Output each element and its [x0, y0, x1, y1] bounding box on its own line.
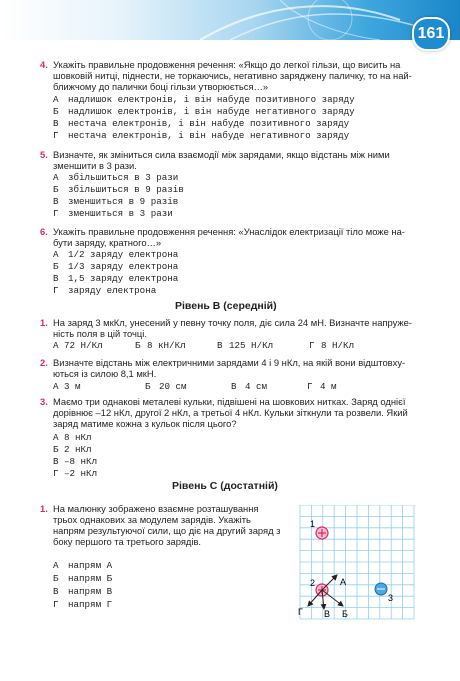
option-letter: Б — [145, 381, 151, 392]
option-letter: Б — [53, 261, 59, 272]
question-text: На малюнку зображено взаємне розташування — [53, 503, 259, 514]
question-text: боку першого та третього зарядів. — [53, 536, 202, 547]
question-number: 1. — [40, 503, 48, 514]
question-number: 5. — [40, 149, 48, 160]
option-text: –2 нКл — [64, 468, 98, 479]
option-letter: Б — [53, 573, 59, 584]
option-text: 8 нКл — [64, 432, 92, 443]
option-text: –8 нКл — [64, 456, 98, 467]
arrow-a — [322, 575, 337, 590]
option-letter: А — [53, 94, 59, 105]
question-text: Укажіть правильне продовження речення: «Унаслідок електризації тіло може на- — [53, 226, 405, 237]
option-text: надлишок електронів, і він набуде негативного заряду — [68, 106, 355, 117]
question-text: Укажіть правильне продовження речення: «Якщо до легкої гільзи, що висить на — [53, 59, 401, 70]
option-text: 72 Н/Кл — [64, 340, 103, 351]
option-letter: А — [53, 172, 59, 183]
option-letter: Б — [53, 106, 59, 117]
option-text: 1,5 заряду електрона — [68, 273, 179, 284]
question-number: 2. — [40, 357, 48, 368]
option-letter: А — [53, 432, 59, 443]
option-text: зменшиться в 9 разів — [68, 196, 179, 207]
option-text: 8 кН/Кл — [147, 340, 186, 351]
option-text: нестача електронів, і він набуде негативного заряду — [68, 130, 350, 141]
question-text: бути заряду, кратного…» — [53, 237, 162, 248]
question-number: 3. — [40, 396, 48, 407]
question-text: ються із силою 8,1 мкН. — [53, 368, 157, 379]
option-letter: В — [53, 586, 59, 597]
option-text: 1/2 заряду електрона — [68, 249, 179, 260]
option-letter: Б — [53, 184, 59, 195]
option-text: нестача електронів, і він набуде позитивного заряду — [68, 118, 350, 129]
direction-label: В — [324, 609, 331, 619]
option-letter: Г — [309, 340, 315, 351]
question-text: напрям результуючої сили, що діє на другий заряд з — [53, 525, 281, 536]
question-text: зменшити в 3 рази. — [53, 160, 137, 171]
option-letter: В — [217, 340, 223, 351]
option-text: заряду електрона — [68, 285, 157, 296]
charges-figure — [296, 505, 418, 621]
question-number: 1. — [40, 317, 48, 328]
option-text: 4 м — [320, 381, 337, 392]
option-text: 2 нКл — [64, 444, 92, 455]
arrow-g — [308, 590, 322, 606]
question-text: заряд матиме кожна з кульок після цього? — [53, 418, 237, 429]
option-letter: Г — [53, 208, 59, 219]
direction-label: Г — [298, 607, 303, 617]
option-text: 8 Н/Кл — [321, 340, 355, 351]
option-letter: Г — [53, 130, 59, 141]
question-text: Визначте, як зміниться сила взаємодії між зарядами, якщо відстань між ними — [53, 149, 390, 160]
option-text: 3 м — [64, 381, 81, 392]
level-heading: Рівень С (достатній) — [172, 480, 278, 492]
direction-label: А — [340, 577, 347, 587]
question-text: Маємо три однакові металеві кульки, підвішені на шовкових нитках. Заряд однієї — [53, 396, 406, 407]
option-text: напрям В — [68, 586, 113, 597]
arrow-b — [322, 590, 343, 606]
option-text: 20 см — [159, 381, 187, 392]
direction-label: Б — [342, 609, 348, 619]
option-letter: Г — [307, 381, 313, 392]
question-text: Визначте відстань між електричними зарядами 4 і 9 нКл, на якій вони відштовху- — [53, 357, 406, 368]
option-text: збільшиться в 9 разів — [68, 184, 184, 195]
option-letter: В — [53, 273, 59, 284]
option-letter: В — [53, 118, 59, 129]
option-text: надлишок електронів, і він набуде позитивного заряду — [68, 94, 355, 105]
question-text: дорівнює –12 нКл, другої 2 нКл, а третьої 4 нКл. Кульки зіткнули та розвели. Який — [53, 407, 408, 418]
option-letter: А — [53, 340, 59, 351]
option-letter: Г — [53, 468, 59, 479]
question-text: ність поля в цій точці. — [53, 328, 147, 339]
option-letter: Б — [53, 444, 59, 455]
option-text: збільшиться в 3 рази — [68, 172, 179, 183]
question-number: 4. — [40, 59, 48, 70]
header-banner — [0, 0, 460, 40]
option-letter: В — [231, 381, 237, 392]
charge-label: 2 — [310, 578, 316, 588]
question-text: На заряд 3 мкКл, унесений у певну точку поля, діє сила 24 мН. Визначте напруже- — [53, 317, 413, 328]
option-letter: В — [53, 196, 59, 207]
question-text: ближчому до палички боці гільзи утворюється…» — [53, 81, 269, 92]
option-text: напрям Г — [68, 599, 113, 610]
option-text: 4 см — [245, 381, 268, 392]
option-letter: А — [53, 560, 59, 571]
option-text: зменшиться в 3 рази — [68, 208, 173, 219]
option-letter: А — [53, 249, 59, 260]
option-letter: Г — [53, 285, 59, 296]
charge-label: 3 — [388, 593, 394, 603]
option-text: напрям Б — [68, 573, 113, 584]
question-text: шовковій нитці, піднести, не торкаючись, негативно заряджену паличку, то на най- — [53, 70, 412, 81]
figure-grid — [300, 505, 414, 619]
question-text: трьох однакових за модулем зарядів. Укажіть — [53, 514, 251, 525]
option-text: напрям А — [68, 560, 113, 571]
option-letter: Б — [135, 340, 141, 351]
level-heading: Рівень В (середній) — [175, 300, 277, 312]
option-letter: А — [53, 381, 59, 392]
option-letter: В — [53, 456, 59, 467]
decorative-swirl — [0, 0, 460, 40]
option-text: 125 Н/Кл — [229, 340, 274, 351]
charge-label: 1 — [310, 519, 316, 529]
question-number: 6. — [40, 226, 48, 237]
option-letter: Г — [53, 599, 59, 610]
page-number: 161 — [412, 17, 450, 51]
option-text: 1/3 заряду електрона — [68, 261, 179, 272]
